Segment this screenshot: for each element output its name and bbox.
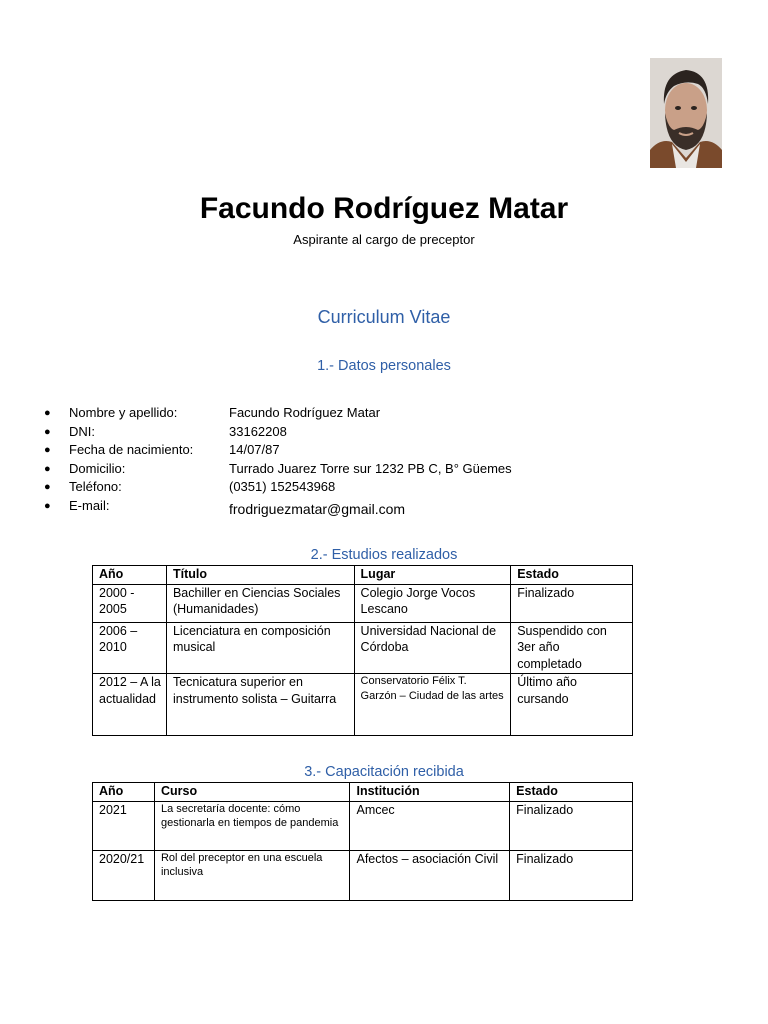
column-header: Curso bbox=[154, 783, 350, 802]
table-row bbox=[93, 584, 633, 622]
column-header: Año bbox=[93, 566, 167, 585]
field-label: Teléfono: bbox=[69, 479, 122, 494]
bullet-icon: ● bbox=[44, 499, 51, 512]
field-label: Nombre y apellido: bbox=[69, 405, 178, 420]
table-cell: Rol del preceptor en una escuela inclusiva bbox=[154, 850, 350, 900]
table-cell: Tecnicatura superior en instrumento solista – Guitarra bbox=[166, 674, 354, 736]
portrait-image bbox=[650, 58, 722, 168]
bullet-icon: ● bbox=[44, 444, 51, 456]
list-item bbox=[44, 497, 684, 519]
table-cell: 2012 – A la actualidad bbox=[93, 674, 167, 736]
bullet-icon: ● bbox=[44, 407, 51, 419]
table-row bbox=[93, 850, 633, 900]
table-cell: Suspendido con 3er año completado bbox=[511, 622, 633, 674]
table-cell: Finalizado bbox=[511, 584, 633, 622]
field-label: Domicilio: bbox=[69, 460, 126, 476]
column-header: Año bbox=[93, 783, 155, 802]
table-header-row bbox=[93, 566, 633, 585]
table-cell: 2020/21 bbox=[93, 850, 155, 900]
personal-data-list bbox=[44, 404, 684, 519]
column-header: Título bbox=[166, 566, 354, 585]
field-label: Fecha de nacimiento: bbox=[69, 442, 194, 457]
table-cell: Bachiller en Ciencias Sociales (Humanidades) bbox=[166, 584, 354, 622]
table-cell: Licenciatura en composición musical bbox=[166, 622, 354, 674]
table-cell: 2006 – 2010 bbox=[93, 622, 167, 674]
table-cell: 2000 - 2005 bbox=[93, 584, 167, 622]
personal-data-heading: 1.- Datos personales bbox=[317, 358, 451, 374]
cv-heading: Curriculum Vitae bbox=[317, 307, 451, 327]
table-cell: Finalizado bbox=[510, 801, 633, 850]
field-value: Facundo Rodríguez Matar bbox=[229, 405, 381, 420]
field-value: (0351) 152543968 bbox=[229, 479, 336, 494]
studies-heading: 2.- Estudios realizados bbox=[310, 547, 458, 563]
table-row bbox=[93, 674, 633, 736]
table-cell: La secretaría docente: cómo gestionarla en tiempos de pandemia bbox=[154, 801, 350, 850]
list-item bbox=[44, 478, 684, 497]
table-cell: 2021 bbox=[93, 801, 155, 850]
list-item bbox=[44, 423, 684, 442]
table-row bbox=[93, 801, 633, 850]
field-label: DNI: bbox=[69, 423, 95, 439]
table-cell: Universidad Nacional de Córdoba bbox=[354, 622, 511, 674]
page-title: Facundo Rodríguez Matar bbox=[199, 192, 569, 225]
column-header: Estado bbox=[510, 783, 633, 802]
table-cell: Finalizado bbox=[510, 850, 633, 900]
table-cell: Conservatorio Félix T. Garzón – Ciudad de las artes bbox=[354, 674, 511, 736]
table-cell: Último año cursando bbox=[511, 674, 633, 736]
table-row bbox=[93, 622, 633, 674]
bullet-icon: ● bbox=[44, 425, 51, 438]
table-header-row bbox=[93, 783, 633, 802]
list-item bbox=[44, 441, 684, 460]
email-link[interactable]: frodriguezmatar@gmail.com bbox=[229, 500, 406, 517]
page-subtitle: Aspirante al cargo de preceptor bbox=[293, 232, 475, 247]
list-item bbox=[44, 460, 684, 479]
training-heading: 3.- Capacitación recibida bbox=[304, 764, 464, 780]
field-label: E-mail: bbox=[69, 497, 110, 513]
field-value: 14/07/87 bbox=[229, 442, 280, 457]
profile-photo bbox=[650, 58, 722, 168]
table-cell: Amcec bbox=[350, 801, 510, 850]
column-header: Lugar bbox=[354, 566, 511, 585]
training-table bbox=[92, 782, 633, 901]
table-cell: Afectos – asociación Civil bbox=[350, 850, 510, 900]
list-item bbox=[44, 404, 684, 423]
bullet-icon: ● bbox=[44, 481, 51, 493]
field-value: Turrado Juarez Torre sur 1232 PB C, B° Güemes bbox=[229, 460, 512, 476]
studies-table bbox=[92, 565, 633, 736]
field-value: 33162208 bbox=[229, 423, 287, 439]
table-cell: Colegio Jorge Vocos Lescano bbox=[354, 584, 511, 622]
bullet-icon: ● bbox=[44, 462, 51, 475]
column-header: Estado bbox=[511, 566, 633, 585]
column-header: Institución bbox=[350, 783, 510, 802]
